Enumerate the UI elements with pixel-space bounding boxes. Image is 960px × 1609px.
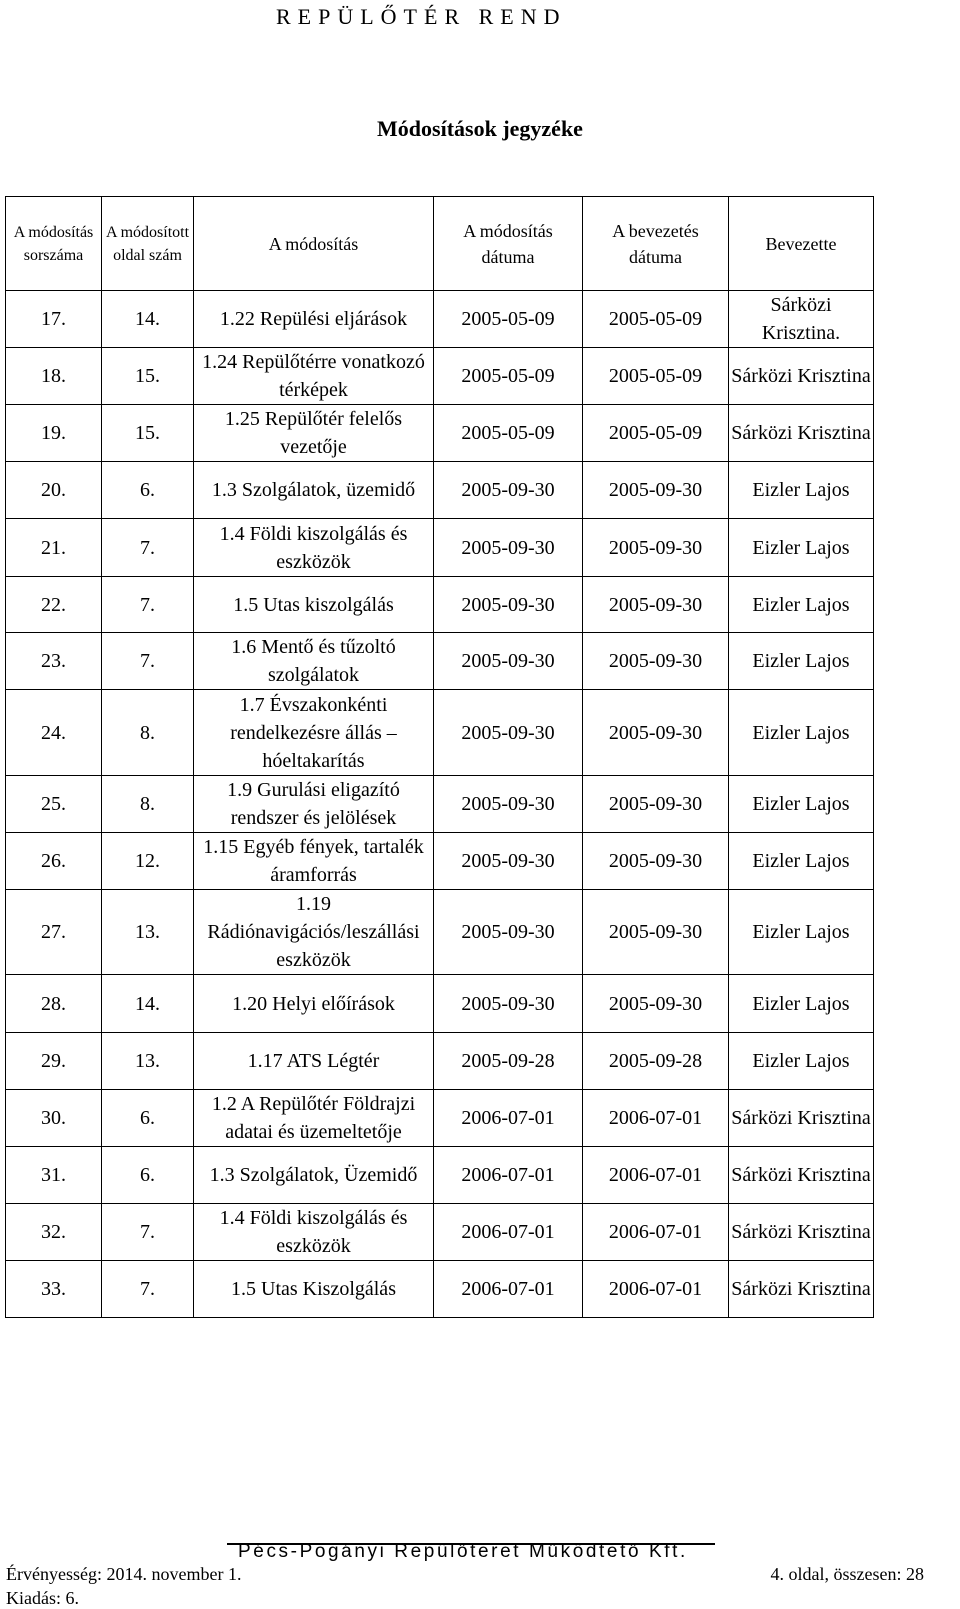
table-row — [6, 690, 874, 776]
modification-date-cell: 2005-09-30 — [434, 833, 583, 890]
introduction-date-cell: 2005-09-30 — [583, 776, 729, 833]
row-number-cell: 20. — [6, 462, 102, 519]
modification-cell: 1.3 Szolgálatok, Üzemidő — [194, 1147, 434, 1204]
modification-date-cell: 2006-07-01 — [434, 1204, 583, 1261]
table-row — [6, 577, 874, 633]
table-row — [6, 776, 874, 833]
document-title: Módosítások jegyzéke — [377, 116, 583, 141]
row-number-cell: 29. — [6, 1033, 102, 1090]
page-cell: 14. — [102, 975, 194, 1033]
table-row — [6, 348, 874, 405]
page-cell: 7. — [102, 577, 194, 633]
table-row — [6, 633, 874, 690]
row-number-cell: 28. — [6, 975, 102, 1033]
page-cell: 13. — [102, 890, 194, 975]
modification-cell: 1.22 Repülési eljárások — [194, 291, 434, 348]
introduced-by-cell: Eizler Lajos — [729, 833, 874, 890]
row-number-cell: 25. — [6, 776, 102, 833]
modification-cell: 1.19 Rádiónavigációs/leszállási eszközök — [194, 890, 434, 975]
modification-date-cell: 2005-09-28 — [434, 1033, 583, 1090]
table-header-row — [6, 197, 874, 291]
introduced-by-cell: Eizler Lajos — [729, 890, 874, 975]
page-cell: 12. — [102, 833, 194, 890]
introduction-date-cell: 2006-07-01 — [583, 1147, 729, 1204]
introduction-date-cell: 2005-09-30 — [583, 577, 729, 633]
page-cell: 7. — [102, 1204, 194, 1261]
modification-cell: 1.24 Repülőtérre vonatkozó térképek — [194, 348, 434, 405]
page-cell: 6. — [102, 1090, 194, 1147]
introduced-by-cell: Eizler Lajos — [729, 776, 874, 833]
table-row — [6, 519, 874, 577]
row-number-cell: 22. — [6, 577, 102, 633]
modification-cell: 1.20 Helyi előírások — [194, 975, 434, 1033]
modification-cell: 1.17 ATS Légtér — [194, 1033, 434, 1090]
row-number-cell: 27. — [6, 890, 102, 975]
header-cell: A módosítás sorszáma — [6, 197, 102, 291]
modification-cell: 1.5 Utas Kiszolgálás — [194, 1261, 434, 1318]
header-cell: A módosítás — [194, 197, 434, 291]
introduced-by-cell: Eizler Lajos — [729, 633, 874, 690]
modifications-table — [5, 196, 874, 1318]
page-cell: 7. — [102, 1261, 194, 1318]
introduced-by-cell: Sárközi Krisztina — [729, 1261, 874, 1318]
row-number-cell: 33. — [6, 1261, 102, 1318]
row-number-cell: 21. — [6, 519, 102, 577]
introduction-date-cell: 2005-09-30 — [583, 833, 729, 890]
row-number-cell: 26. — [6, 833, 102, 890]
table-row — [6, 1147, 874, 1204]
modification-date-cell: 2005-09-30 — [434, 633, 583, 690]
table-row — [6, 462, 874, 519]
page-cell: 15. — [102, 405, 194, 462]
introduction-date-cell: 2006-07-01 — [583, 1204, 729, 1261]
modification-date-cell: 2005-09-30 — [434, 776, 583, 833]
introduction-date-cell: 2005-09-30 — [583, 633, 729, 690]
introduction-date-cell: 2005-09-30 — [583, 690, 729, 776]
modification-cell: 1.9 Gurulási eligazító rendszer és jelölések — [194, 776, 434, 833]
modification-cell: 1.2 A Repülőtér Földrajzi adatai és üzemeltetője — [194, 1090, 434, 1147]
introduced-by-cell: Sárközi Krisztina — [729, 405, 874, 462]
modification-date-cell: 2006-07-01 — [434, 1090, 583, 1147]
page-cell: 14. — [102, 291, 194, 348]
modification-cell: 1.5 Utas kiszolgálás — [194, 577, 434, 633]
header-cell: A módosított oldal szám — [102, 197, 194, 291]
modification-date-cell: 2005-09-30 — [434, 577, 583, 633]
page-cell: 8. — [102, 690, 194, 776]
footer-issue: Kiadás: 6. — [6, 1588, 79, 1608]
row-number-cell: 23. — [6, 633, 102, 690]
introduction-date-cell: 2006-07-01 — [583, 1261, 729, 1318]
running-header-title: REPÜLŐTÉR REND — [276, 4, 567, 29]
modification-cell: 1.3 Szolgálatok, üzemidő — [194, 462, 434, 519]
header-cell: A módosítás dátuma — [434, 197, 583, 291]
modification-date-cell: 2005-05-09 — [434, 405, 583, 462]
introduction-date-cell: 2005-09-30 — [583, 975, 729, 1033]
footer-validity: Érvényesség: 2014. november 1. — [6, 1564, 242, 1584]
page-cell: 7. — [102, 519, 194, 577]
introduction-date-cell: 2006-07-01 — [583, 1090, 729, 1147]
modification-cell: 1.7 Évszakonkénti rendelkezésre állás – hóeltakarítás — [194, 690, 434, 776]
modification-date-cell: 2005-09-30 — [434, 890, 583, 975]
table-row — [6, 1261, 874, 1318]
modification-cell: 1.15 Egyéb fények, tartalék áramforrás — [194, 833, 434, 890]
header-cell: Bevezette — [729, 197, 874, 291]
row-number-cell: 17. — [6, 291, 102, 348]
introduction-date-cell: 2005-09-30 — [583, 519, 729, 577]
table-row — [6, 833, 874, 890]
introduced-by-cell: Sárközi Krisztina. — [729, 291, 874, 348]
page-cell: 6. — [102, 1147, 194, 1204]
row-number-cell: 18. — [6, 348, 102, 405]
page-cell: 7. — [102, 633, 194, 690]
page-cell: 13. — [102, 1033, 194, 1090]
introduction-date-cell: 2005-09-28 — [583, 1033, 729, 1090]
introduced-by-cell: Eizler Lajos — [729, 690, 874, 776]
table-row — [6, 975, 874, 1033]
introduction-date-cell: 2005-05-09 — [583, 405, 729, 462]
modification-date-cell: 2005-05-09 — [434, 291, 583, 348]
introduced-by-cell: Eizler Lajos — [729, 519, 874, 577]
modification-date-cell: 2005-05-09 — [434, 348, 583, 405]
introduction-date-cell: 2005-09-30 — [583, 890, 729, 975]
header-cell: A bevezetés dátuma — [583, 197, 729, 291]
page-cell: 15. — [102, 348, 194, 405]
page-cell: 6. — [102, 462, 194, 519]
modification-date-cell: 2006-07-01 — [434, 1261, 583, 1318]
modification-cell: 1.25 Repülőtér felelős vezetője — [194, 405, 434, 462]
row-number-cell: 24. — [6, 690, 102, 776]
modification-date-cell: 2006-07-01 — [434, 1147, 583, 1204]
modification-date-cell: 2005-09-30 — [434, 462, 583, 519]
row-number-cell: 32. — [6, 1204, 102, 1261]
row-number-cell: 19. — [6, 405, 102, 462]
introduction-date-cell: 2005-05-09 — [583, 348, 729, 405]
modification-date-cell: 2005-09-30 — [434, 975, 583, 1033]
introduced-by-cell: Sárközi Krisztina — [729, 348, 874, 405]
page-cell: 8. — [102, 776, 194, 833]
modification-cell: 1.4 Földi kiszolgálás és eszközök — [194, 1204, 434, 1261]
introduction-date-cell: 2005-09-30 — [583, 462, 729, 519]
modification-date-cell: 2005-09-30 — [434, 519, 583, 577]
introduction-date-cell: 2005-05-09 — [583, 291, 729, 348]
footer-organization: Pécs-Pogányi Repülőteret Működtető Kft. — [238, 1541, 688, 1562]
row-number-cell: 30. — [6, 1090, 102, 1147]
introduced-by-cell: Eizler Lajos — [729, 1033, 874, 1090]
modification-date-cell: 2005-09-30 — [434, 690, 583, 776]
modification-cell: 1.4 Földi kiszolgálás és eszközök — [194, 519, 434, 577]
table-row — [6, 1033, 874, 1090]
footer-page-info: 4. oldal, összesen: 28 — [770, 1564, 924, 1584]
table-row — [6, 890, 874, 975]
introduced-by-cell: Eizler Lajos — [729, 462, 874, 519]
row-number-cell: 31. — [6, 1147, 102, 1204]
modification-cell: 1.6 Mentő és tűzoltó szolgálatok — [194, 633, 434, 690]
introduced-by-cell: Eizler Lajos — [729, 975, 874, 1033]
introduced-by-cell: Eizler Lajos — [729, 577, 874, 633]
introduced-by-cell: Sárközi Krisztina — [729, 1204, 874, 1261]
table-row — [6, 291, 874, 348]
table-row — [6, 1090, 874, 1147]
introduced-by-cell: Sárközi Krisztina — [729, 1090, 874, 1147]
table-row — [6, 1204, 874, 1261]
table-row — [6, 405, 874, 462]
introduced-by-cell: Sárközi Krisztina — [729, 1147, 874, 1204]
